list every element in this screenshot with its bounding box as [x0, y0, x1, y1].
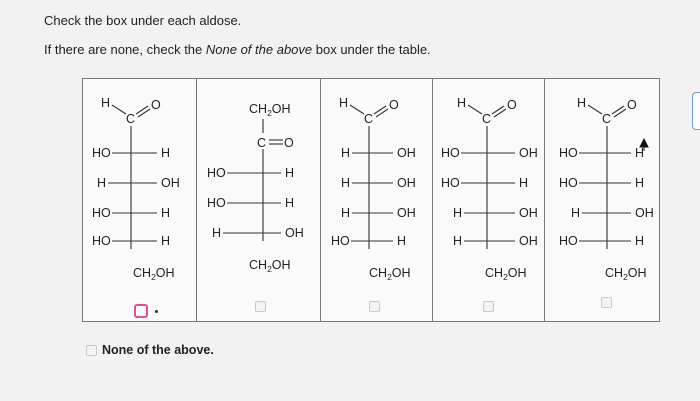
svg-text:H: H — [635, 176, 645, 190]
svg-text:H: H — [97, 176, 107, 190]
svg-text:OH: OH — [161, 176, 180, 190]
svg-text:H: H — [635, 234, 645, 248]
svg-text:O: O — [151, 98, 161, 112]
svg-text:O: O — [284, 136, 294, 150]
structure-column-1 — [83, 79, 197, 321]
svg-text:OH: OH — [635, 206, 654, 220]
aldose-checkbox-1[interactable] — [134, 304, 148, 318]
svg-text:CH2OH: $CH_2OH$ — [605, 266, 647, 282]
aldose-checkbox-4[interactable] — [483, 301, 494, 312]
svg-text:HO: HO — [441, 176, 460, 190]
svg-text:H: H — [161, 146, 171, 160]
fischer-projection-3 — [321, 79, 433, 323]
svg-text:CH2OH: $CH_2OH$ — [485, 266, 527, 282]
question-line-1: Check the box under each aldose. — [44, 13, 242, 28]
svg-text:OH: OH — [519, 234, 538, 248]
none-of-above-checkbox[interactable] — [86, 345, 97, 356]
svg-text:CH2OH: $CH_2OH$ — [133, 266, 175, 282]
svg-text:OH: OH — [519, 146, 538, 160]
fischer-projection-table — [82, 78, 660, 322]
aldose-checkbox-5[interactable] — [601, 297, 612, 308]
structure-column-3 — [321, 79, 433, 321]
svg-text:H: H — [571, 206, 581, 220]
svg-text:HO: HO — [207, 196, 226, 210]
svg-text:H: H — [457, 96, 467, 110]
svg-text:HO: HO — [92, 234, 111, 248]
fischer-projection-5 — [545, 79, 659, 323]
svg-text:C: C — [482, 112, 492, 126]
svg-text:HO: HO — [207, 166, 226, 180]
svg-text:O: O — [389, 98, 399, 112]
svg-text:OH: OH — [397, 206, 416, 220]
svg-text:H: H — [341, 176, 351, 190]
svg-text:HO: HO — [92, 206, 111, 220]
side-panel-tab[interactable] — [692, 92, 700, 130]
svg-text:C: C — [602, 112, 612, 126]
fischer-projection-4 — [433, 79, 545, 323]
svg-text:OH: OH — [285, 226, 304, 240]
svg-text:C: C — [364, 112, 374, 126]
fischer-projection-1 — [83, 79, 197, 323]
svg-text:O: O — [627, 98, 637, 112]
svg-text:O: O — [507, 98, 517, 112]
svg-text:H: H — [101, 96, 111, 110]
svg-text:C: C — [126, 112, 136, 126]
svg-text:HO: HO — [559, 234, 578, 248]
svg-text:H: H — [519, 176, 529, 190]
svg-text:H: H — [341, 206, 351, 220]
question-line-2: If there are none, check the None of the above box under the table. — [44, 42, 431, 57]
svg-text:OH: OH — [397, 176, 416, 190]
svg-text:CH2OH: $CH_2OH$ — [369, 266, 411, 282]
svg-text:CH2OH: $CH_2OH$ — [249, 258, 291, 274]
svg-text:HO: HO — [92, 146, 111, 160]
svg-text:H: H — [453, 234, 463, 248]
svg-text:H: H — [285, 196, 295, 210]
aldose-checkbox-2[interactable] — [255, 301, 266, 312]
svg-text:OH: OH — [397, 146, 416, 160]
svg-text:HO: HO — [441, 146, 460, 160]
structure-column-4 — [433, 79, 545, 321]
svg-text:CH2OH: $CH_2OH$ — [249, 102, 291, 118]
none-of-above-row[interactable] — [86, 343, 214, 357]
svg-text:HO: HO — [331, 234, 350, 248]
aldose-checkbox-3[interactable] — [369, 301, 380, 312]
svg-text:HO: HO — [559, 176, 578, 190]
structure-column-2 — [197, 79, 321, 321]
svg-text:H: H — [285, 166, 295, 180]
svg-text:H: H — [341, 146, 351, 160]
svg-text:H: H — [635, 146, 645, 160]
fischer-projection-2 — [197, 79, 321, 323]
svg-text:OH: OH — [519, 206, 538, 220]
svg-text:H: H — [212, 226, 222, 240]
svg-text:H: H — [161, 206, 171, 220]
svg-text:C: C — [257, 136, 267, 150]
svg-text:H: H — [453, 206, 463, 220]
svg-text:H: H — [577, 96, 587, 110]
svg-text:H: H — [397, 234, 407, 248]
none-of-above-label: None of the above. — [102, 343, 214, 357]
cursor-dot — [155, 310, 158, 313]
svg-text:H: H — [339, 96, 349, 110]
structure-column-5 — [545, 79, 659, 321]
svg-text:H: H — [161, 234, 171, 248]
svg-text:HO: HO — [559, 146, 578, 160]
